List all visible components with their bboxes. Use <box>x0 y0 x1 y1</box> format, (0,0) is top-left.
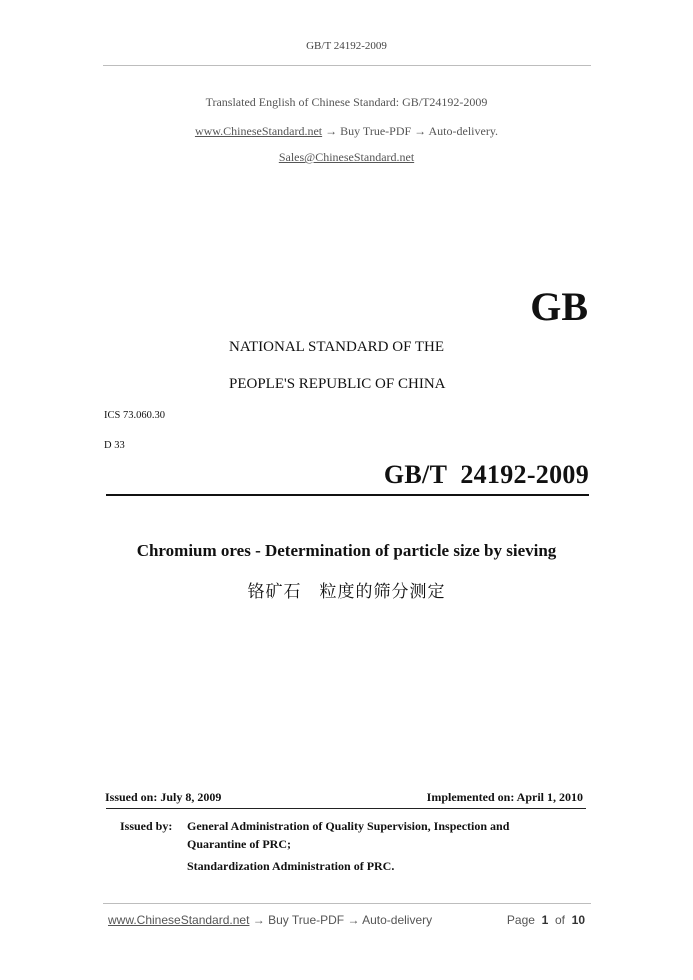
gb-mark: GB <box>530 284 588 329</box>
footer-site-link[interactable]: www.ChineseStandard.net <box>108 913 250 927</box>
dates-divider <box>106 808 586 809</box>
issued-date: Issued on: July 8, 2009 <box>105 790 222 804</box>
buy-text: → Buy True-PDF → Auto-delivery. <box>322 124 499 138</box>
header-divider <box>103 65 591 66</box>
implemented-date: Implemented on: April 1, 2010 <box>426 790 583 804</box>
footer-purchase-notice <box>108 913 432 927</box>
title-divider <box>106 494 589 496</box>
page-label: Page <box>506 913 535 927</box>
standard-number: GB/T 24192-2009 <box>383 460 589 489</box>
chinese-title: 铬矿石 粒度的筛分测定 <box>247 582 446 602</box>
issuer-line-2: Quarantine of PRC; <box>187 837 291 851</box>
site-link[interactable]: www.ChineseStandard.net <box>194 124 323 138</box>
page-indicator <box>507 913 585 927</box>
ics-code: ICS 73.060.30 <box>104 410 165 421</box>
running-header: GB/T 24192-2009 <box>306 40 387 52</box>
translation-notice: Translated English of Chinese Standard: GB/T24192-2009 <box>205 95 488 109</box>
national-standard-line2: PEOPLE'S REPUBLIC OF CHINA <box>229 376 446 392</box>
page-current: 1 <box>541 913 549 927</box>
issuer-line-3: Standardization Administration of PRC. <box>187 859 395 873</box>
issued-by-label: Issued by: <box>120 819 173 833</box>
issuer-line-1: General Administration of Quality Supervision, Inspection and <box>187 819 510 833</box>
purchase-notice <box>0 124 693 139</box>
page-total: 10 <box>571 913 585 927</box>
footer-buy-text: → Buy True-PDF → Auto-delivery <box>249 913 433 927</box>
national-standard-line1: NATIONAL STANDARD OF THE <box>229 339 445 355</box>
page-of: of <box>554 913 565 927</box>
sales-contact <box>0 150 693 165</box>
classification-code: D 33 <box>104 440 125 451</box>
english-title: Chromium ores - Determination of particle size by sieving <box>136 541 557 560</box>
footer-divider <box>103 903 591 904</box>
sales-email-link[interactable]: Sales@ChineseStandard.net <box>278 150 415 164</box>
